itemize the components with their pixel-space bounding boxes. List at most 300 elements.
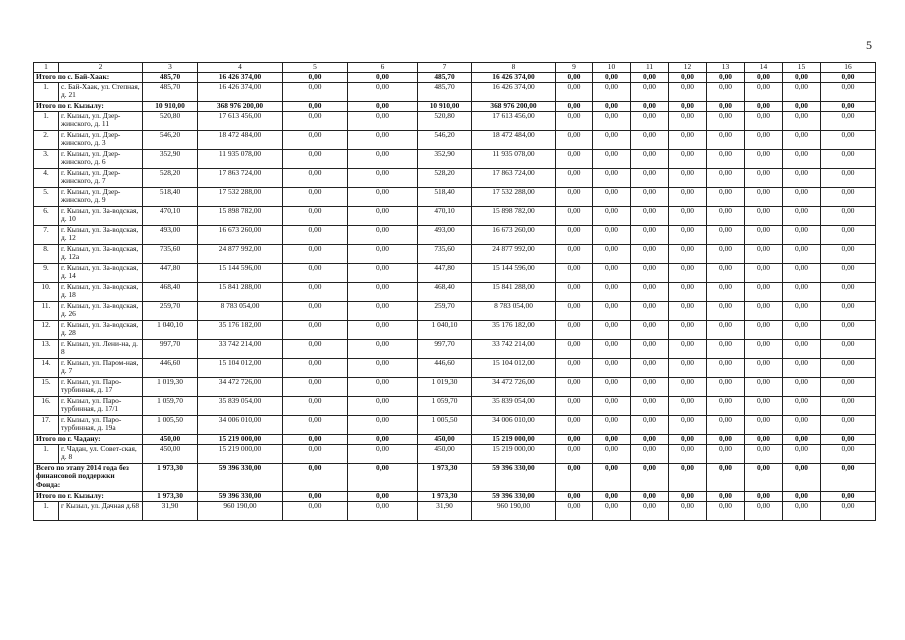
value-cell: 546,20 [418, 130, 472, 149]
value-cell: 10 910,00 [143, 101, 198, 111]
value-cell: 16 426 374,00 [198, 82, 283, 101]
value-cell: 0,00 [593, 339, 631, 358]
value-cell: 0,00 [745, 396, 783, 415]
value-cell: 0,00 [348, 415, 418, 434]
value-cell: 15 219 000,00 [472, 434, 556, 444]
value-cell: 0,00 [631, 377, 669, 396]
value-cell: 0,00 [707, 358, 745, 377]
value-cell: 1 973,30 [418, 491, 472, 501]
value-cell: 0,00 [593, 415, 631, 434]
value-cell: 0,00 [283, 301, 348, 320]
value-cell: 31,90 [418, 501, 472, 520]
value-cell: 0,00 [669, 225, 707, 244]
value-cell: 0,00 [593, 206, 631, 225]
address-cell: г. Кызыл, ул. Паро-турбинная, д. 17 [59, 377, 143, 396]
column-number-6: 6 [348, 63, 418, 73]
value-cell: 34 006 010,00 [472, 415, 556, 434]
value-cell: 0,00 [631, 320, 669, 339]
value-cell: 0,00 [745, 130, 783, 149]
value-cell: 0,00 [745, 339, 783, 358]
value-cell: 0,00 [821, 130, 876, 149]
value-cell: 0,00 [707, 111, 745, 130]
value-cell: 0,00 [631, 339, 669, 358]
value-cell: 0,00 [821, 244, 876, 263]
value-cell: 0,00 [556, 263, 593, 282]
value-cell: 0,00 [283, 149, 348, 168]
value-cell: 0,00 [283, 444, 348, 463]
value-cell: 0,00 [631, 415, 669, 434]
value-cell: 0,00 [821, 263, 876, 282]
row-number: 4. [34, 168, 59, 187]
address-cell: г. Кызыл, ул. Дзер-жинского, д. 6 [59, 149, 143, 168]
value-cell: 0,00 [556, 130, 593, 149]
value-cell: 0,00 [783, 434, 821, 444]
value-cell: 17 532 288,00 [198, 187, 283, 206]
value-cell: 0,00 [348, 206, 418, 225]
value-cell: 0,00 [783, 149, 821, 168]
value-cell: 468,40 [418, 282, 472, 301]
value-cell: 0,00 [593, 444, 631, 463]
value-cell: 0,00 [783, 415, 821, 434]
value-cell: 518,40 [418, 187, 472, 206]
value-cell: 0,00 [821, 358, 876, 377]
value-cell: 0,00 [593, 149, 631, 168]
value-cell: 10 910,00 [418, 101, 472, 111]
value-cell: 960 190,00 [198, 501, 283, 520]
value-cell: 0,00 [556, 415, 593, 434]
table-row [34, 301, 876, 320]
address-cell: г. Кызыл, ул. За-водская, д. 10 [59, 206, 143, 225]
value-cell: 0,00 [348, 263, 418, 282]
value-cell: 0,00 [593, 263, 631, 282]
value-cell: 0,00 [348, 168, 418, 187]
row-number: 11. [34, 301, 59, 320]
value-cell: 0,00 [283, 225, 348, 244]
value-cell: 0,00 [707, 415, 745, 434]
value-cell: 0,00 [593, 244, 631, 263]
value-cell: 0,00 [821, 111, 876, 130]
value-cell: 0,00 [348, 111, 418, 130]
value-cell: 0,00 [783, 320, 821, 339]
value-cell: 0,00 [707, 168, 745, 187]
value-cell: 470,10 [143, 206, 198, 225]
row-number: 7. [34, 225, 59, 244]
value-cell: 0,00 [593, 301, 631, 320]
value-cell: 0,00 [745, 111, 783, 130]
value-cell: 450,00 [418, 444, 472, 463]
value-cell: 0,00 [593, 282, 631, 301]
value-cell: 0,00 [745, 206, 783, 225]
column-number-7: 7 [418, 63, 472, 73]
value-cell: 0,00 [669, 320, 707, 339]
column-number-12: 12 [669, 63, 707, 73]
value-cell: 0,00 [283, 415, 348, 434]
value-cell: 0,00 [631, 301, 669, 320]
page-number: 5 [866, 38, 872, 52]
value-cell: 0,00 [283, 187, 348, 206]
value-cell: 15 898 782,00 [198, 206, 283, 225]
value-cell: 0,00 [348, 501, 418, 520]
value-cell: 18 472 484,00 [198, 130, 283, 149]
value-cell: 0,00 [348, 130, 418, 149]
value-cell: 33 742 214,00 [472, 339, 556, 358]
address-cell: г. Кызыл, ул. Лени-на, д. 8 [59, 339, 143, 358]
value-cell: 0,00 [631, 149, 669, 168]
row-number: 9. [34, 263, 59, 282]
total-label: Всего по этапу 2014 года без финансовой поддержки Фонда: [34, 463, 143, 491]
value-cell: 0,00 [593, 463, 631, 491]
value-cell: 0,00 [821, 187, 876, 206]
value-cell: 33 742 214,00 [198, 339, 283, 358]
value-cell: 0,00 [631, 111, 669, 130]
value-cell: 997,70 [418, 339, 472, 358]
value-cell: 0,00 [556, 72, 593, 82]
value-cell: 0,00 [821, 82, 876, 101]
value-cell: 0,00 [593, 491, 631, 501]
value-cell: 24 877 992,00 [472, 244, 556, 263]
value-cell: 0,00 [593, 187, 631, 206]
value-cell: 1 059,70 [143, 396, 198, 415]
value-cell: 485,70 [418, 82, 472, 101]
value-cell: 0,00 [593, 101, 631, 111]
value-cell: 0,00 [707, 444, 745, 463]
value-cell: 0,00 [669, 168, 707, 187]
value-cell: 0,00 [593, 377, 631, 396]
value-cell: 16 673 260,00 [198, 225, 283, 244]
total-label: Итого по г. Кызылу: [34, 491, 143, 501]
value-cell: 0,00 [556, 225, 593, 244]
column-number-2: 2 [59, 63, 143, 73]
value-cell: 1 019,30 [143, 377, 198, 396]
row-number: 16. [34, 396, 59, 415]
value-cell: 0,00 [745, 444, 783, 463]
table-row [34, 358, 876, 377]
table-row [34, 320, 876, 339]
table-row [34, 444, 876, 463]
value-cell: 546,20 [143, 130, 198, 149]
value-cell: 1 973,30 [143, 463, 198, 491]
value-cell: 0,00 [669, 244, 707, 263]
value-cell: 34 472 726,00 [198, 377, 283, 396]
table-row [34, 244, 876, 263]
value-cell: 0,00 [783, 206, 821, 225]
value-cell: 0,00 [821, 339, 876, 358]
address-cell: г. Кызыл, ул. За-водская, д. 18 [59, 282, 143, 301]
value-cell: 34 006 010,00 [198, 415, 283, 434]
value-cell: 0,00 [669, 187, 707, 206]
value-cell: 0,00 [745, 377, 783, 396]
value-cell: 997,70 [143, 339, 198, 358]
value-cell: 0,00 [669, 463, 707, 491]
value-cell: 15 841 288,00 [198, 282, 283, 301]
value-cell: 0,00 [821, 444, 876, 463]
value-cell: 0,00 [669, 415, 707, 434]
value-cell: 1 005,50 [418, 415, 472, 434]
value-cell: 0,00 [283, 168, 348, 187]
value-cell: 0,00 [745, 463, 783, 491]
value-cell: 0,00 [707, 244, 745, 263]
value-cell: 16 426 374,00 [472, 72, 556, 82]
value-cell: 0,00 [348, 72, 418, 82]
column-number-10: 10 [593, 63, 631, 73]
value-cell: 11 935 078,00 [198, 149, 283, 168]
value-cell: 0,00 [707, 130, 745, 149]
value-cell: 17 613 456,00 [198, 111, 283, 130]
column-number-16: 16 [821, 63, 876, 73]
value-cell: 0,00 [669, 396, 707, 415]
value-cell: 0,00 [631, 82, 669, 101]
value-cell: 8 783 054,00 [472, 301, 556, 320]
value-cell: 0,00 [821, 301, 876, 320]
value-cell: 17 532 288,00 [472, 187, 556, 206]
value-cell: 735,60 [418, 244, 472, 263]
address-cell: г Кызыл, ул. Дачная д.68 [59, 501, 143, 520]
value-cell: 0,00 [631, 491, 669, 501]
value-cell: 0,00 [631, 225, 669, 244]
address-cell: г. Кызыл, ул. Дзер-жинского, д. 7 [59, 168, 143, 187]
value-cell: 518,40 [143, 187, 198, 206]
table-row [34, 263, 876, 282]
value-cell: 0,00 [556, 434, 593, 444]
value-cell: 0,00 [783, 82, 821, 101]
value-cell: 0,00 [283, 320, 348, 339]
value-cell: 0,00 [556, 301, 593, 320]
value-cell: 447,80 [143, 263, 198, 282]
value-cell: 0,00 [821, 396, 876, 415]
value-cell: 0,00 [631, 434, 669, 444]
table-row [34, 339, 876, 358]
value-cell: 0,00 [783, 491, 821, 501]
value-cell: 0,00 [556, 149, 593, 168]
value-cell: 960 190,00 [472, 501, 556, 520]
value-cell: 0,00 [669, 358, 707, 377]
value-cell: 15 898 782,00 [472, 206, 556, 225]
value-cell: 11 935 078,00 [472, 149, 556, 168]
value-cell: 0,00 [593, 82, 631, 101]
row-number: 1. [34, 501, 59, 520]
address-cell: г. Кызыл, ул. За-водская, д. 28 [59, 320, 143, 339]
value-cell: 16 426 374,00 [198, 72, 283, 82]
value-cell: 0,00 [631, 130, 669, 149]
value-cell: 0,00 [783, 101, 821, 111]
value-cell: 1 059,70 [418, 396, 472, 415]
row-number: 12. [34, 320, 59, 339]
value-cell: 0,00 [821, 377, 876, 396]
value-cell: 470,10 [418, 206, 472, 225]
value-cell: 59 396 330,00 [198, 463, 283, 491]
value-cell: 0,00 [821, 434, 876, 444]
value-cell: 0,00 [556, 396, 593, 415]
value-cell: 0,00 [283, 396, 348, 415]
table-row [34, 396, 876, 415]
value-cell: 0,00 [348, 82, 418, 101]
value-cell: 1 973,30 [418, 463, 472, 491]
value-cell: 0,00 [821, 320, 876, 339]
value-cell: 0,00 [556, 377, 593, 396]
value-cell: 15 219 000,00 [472, 444, 556, 463]
value-cell: 0,00 [556, 463, 593, 491]
total-label: Итого по с. Бай-Хаак: [34, 72, 143, 82]
address-cell: г. Кызыл, ул. Паро-турбинная, д. 17/1 [59, 396, 143, 415]
table-row [34, 149, 876, 168]
value-cell: 0,00 [745, 168, 783, 187]
address-cell: с. Бай-Хаак, ул. Степная, д. 21 [59, 82, 143, 101]
table-row [34, 501, 876, 520]
value-cell: 0,00 [669, 206, 707, 225]
table-row [34, 377, 876, 396]
value-cell: 0,00 [669, 130, 707, 149]
address-cell: г. Кызыл, ул. Дзер-жинского, д. 11 [59, 111, 143, 130]
column-number-4: 4 [198, 63, 283, 73]
value-cell: 0,00 [783, 72, 821, 82]
value-cell: 0,00 [556, 339, 593, 358]
value-cell: 15 144 596,00 [198, 263, 283, 282]
value-cell: 0,00 [556, 491, 593, 501]
value-cell: 0,00 [556, 320, 593, 339]
value-cell: 0,00 [348, 101, 418, 111]
table-body [34, 63, 876, 521]
address-cell: г. Кызыл, ул. За-водская, д. 12 [59, 225, 143, 244]
value-cell: 528,20 [418, 168, 472, 187]
value-cell: 0,00 [745, 149, 783, 168]
value-cell: 0,00 [783, 111, 821, 130]
value-cell: 0,00 [707, 377, 745, 396]
value-cell: 0,00 [631, 168, 669, 187]
column-number-13: 13 [707, 63, 745, 73]
value-cell: 0,00 [707, 501, 745, 520]
value-cell: 0,00 [631, 206, 669, 225]
column-number-1: 1 [34, 63, 59, 73]
value-cell: 0,00 [783, 225, 821, 244]
value-cell: 0,00 [593, 501, 631, 520]
value-cell: 0,00 [783, 463, 821, 491]
value-cell: 0,00 [593, 111, 631, 130]
value-cell: 259,70 [418, 301, 472, 320]
value-cell: 0,00 [348, 339, 418, 358]
value-cell: 0,00 [556, 444, 593, 463]
value-cell: 0,00 [556, 244, 593, 263]
value-cell: 0,00 [707, 149, 745, 168]
value-cell: 0,00 [283, 377, 348, 396]
value-cell: 0,00 [348, 244, 418, 263]
value-cell: 59 396 330,00 [472, 463, 556, 491]
value-cell: 0,00 [745, 491, 783, 501]
value-cell: 0,00 [745, 301, 783, 320]
value-cell: 0,00 [631, 72, 669, 82]
value-cell: 0,00 [821, 72, 876, 82]
value-cell: 0,00 [631, 282, 669, 301]
value-cell: 0,00 [707, 82, 745, 101]
value-cell: 16 426 374,00 [472, 82, 556, 101]
value-cell: 0,00 [745, 225, 783, 244]
value-cell: 0,00 [631, 263, 669, 282]
row-number: 14. [34, 358, 59, 377]
value-cell: 0,00 [707, 491, 745, 501]
value-cell: 0,00 [631, 501, 669, 520]
value-cell: 0,00 [783, 130, 821, 149]
value-cell: 1 005,50 [143, 415, 198, 434]
value-cell: 0,00 [783, 301, 821, 320]
value-cell: 0,00 [707, 282, 745, 301]
column-number-9: 9 [556, 63, 593, 73]
value-cell: 0,00 [669, 282, 707, 301]
table-row [34, 130, 876, 149]
address-cell: г. Чадан, ул. Совет-ская, д. 8 [59, 444, 143, 463]
value-cell: 0,00 [556, 501, 593, 520]
value-cell: 0,00 [631, 463, 669, 491]
value-cell: 0,00 [593, 225, 631, 244]
value-cell: 0,00 [283, 339, 348, 358]
value-cell: 0,00 [593, 396, 631, 415]
value-cell: 0,00 [556, 282, 593, 301]
value-cell: 35 839 054,00 [198, 396, 283, 415]
address-cell: г. Кызыл, ул. За-водская, д. 14 [59, 263, 143, 282]
value-cell: 0,00 [745, 244, 783, 263]
value-cell: 17 613 456,00 [472, 111, 556, 130]
value-cell: 520,80 [143, 111, 198, 130]
value-cell: 450,00 [143, 434, 198, 444]
address-cell: г. Кызыл, ул. За-водская, д. 12а [59, 244, 143, 263]
value-cell: 0,00 [669, 491, 707, 501]
row-number: 8. [34, 244, 59, 263]
value-cell: 0,00 [631, 444, 669, 463]
value-cell: 0,00 [283, 358, 348, 377]
value-cell: 0,00 [669, 444, 707, 463]
value-cell: 0,00 [348, 301, 418, 320]
row-number: 15. [34, 377, 59, 396]
value-cell: 0,00 [745, 434, 783, 444]
value-cell: 0,00 [669, 501, 707, 520]
value-cell: 0,00 [707, 225, 745, 244]
address-cell: г. Кызыл, ул. Паром-ная, д. 7 [59, 358, 143, 377]
value-cell: 0,00 [707, 339, 745, 358]
value-cell: 0,00 [348, 149, 418, 168]
value-cell: 0,00 [707, 206, 745, 225]
value-cell: 0,00 [348, 396, 418, 415]
value-cell: 0,00 [631, 358, 669, 377]
value-cell: 15 104 012,00 [198, 358, 283, 377]
value-cell: 0,00 [707, 396, 745, 415]
value-cell: 0,00 [283, 206, 348, 225]
value-cell: 18 472 484,00 [472, 130, 556, 149]
row-number: 2. [34, 130, 59, 149]
value-cell: 34 472 726,00 [472, 377, 556, 396]
value-cell: 16 673 260,00 [472, 225, 556, 244]
value-cell: 0,00 [821, 149, 876, 168]
value-cell: 59 396 330,00 [472, 491, 556, 501]
value-cell: 0,00 [707, 72, 745, 82]
value-cell: 485,70 [418, 72, 472, 82]
column-number-15: 15 [783, 63, 821, 73]
value-cell: 0,00 [348, 225, 418, 244]
value-cell: 0,00 [783, 339, 821, 358]
row-number: 3. [34, 149, 59, 168]
table-row [34, 82, 876, 101]
column-number-3: 3 [143, 63, 198, 73]
value-cell: 17 863 724,00 [472, 168, 556, 187]
value-cell: 0,00 [783, 444, 821, 463]
column-number-11: 11 [631, 63, 669, 73]
value-cell: 368 976 200,00 [472, 101, 556, 111]
value-cell: 1 019,30 [418, 377, 472, 396]
value-cell: 0,00 [745, 501, 783, 520]
value-cell: 0,00 [707, 263, 745, 282]
row-number: 1. [34, 111, 59, 130]
value-cell: 0,00 [348, 444, 418, 463]
value-cell: 15 219 000,00 [198, 434, 283, 444]
column-number-8: 8 [472, 63, 556, 73]
value-cell: 0,00 [783, 187, 821, 206]
